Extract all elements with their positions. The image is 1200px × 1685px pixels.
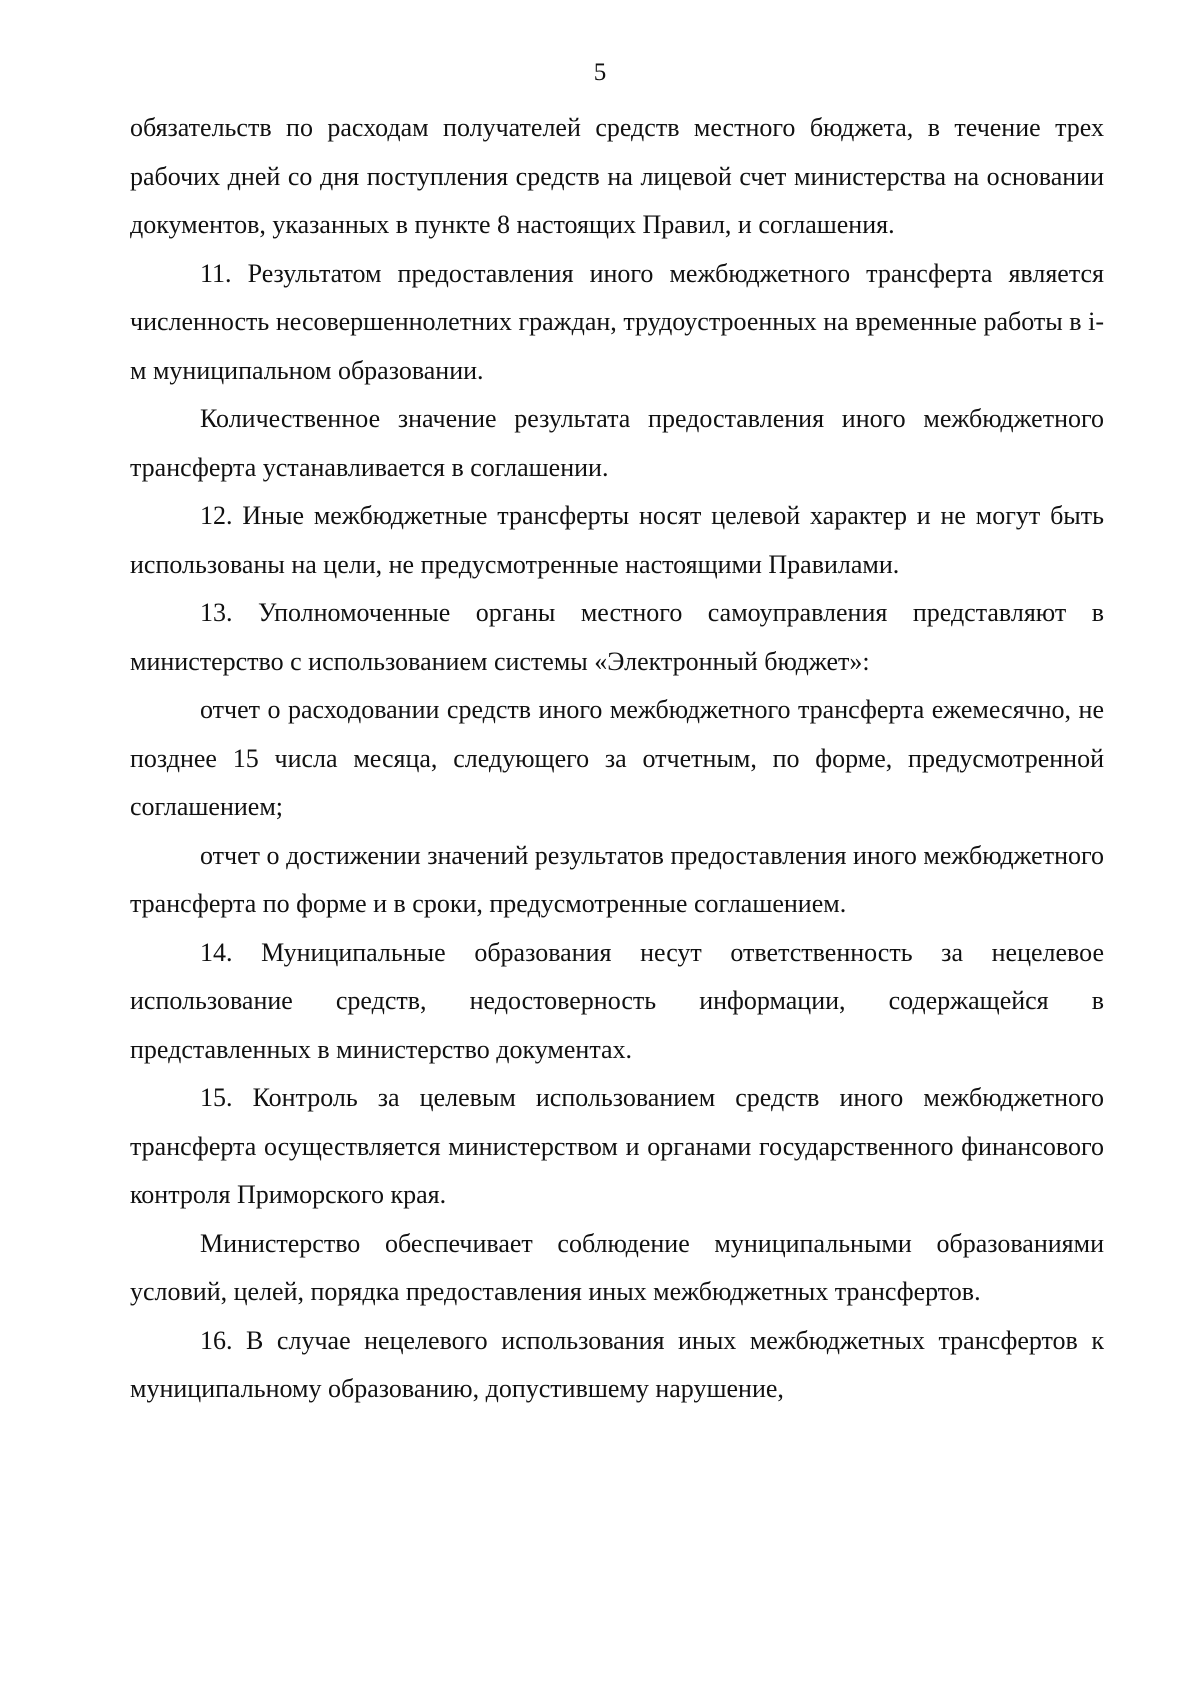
paragraph-item-11: 11. Результатом предоставления иного межбюджетного трансферта является численность несовершеннолетних граждан, трудоустроенных на временные работы в i-м муниципальном образовании. bbox=[130, 258, 1104, 385]
paragraph-item-14: 14. Муниципальные образования несут ответственность за нецелевое использование средств, недостоверность информации, содержащейся в представленных в министерство документах. bbox=[130, 937, 1104, 1064]
paragraph-item-12: 12. Иные межбюджетные трансферты носят целевой характер и не могут быть использованы на цели, не предусмотренные настоящими Правилами. bbox=[130, 501, 1104, 579]
page-number: 5 bbox=[593, 59, 607, 86]
paragraph-result-value: Количественное значение результата предоставления иного межбюджетного трансферта устанавливается в соглашении. bbox=[130, 404, 1104, 482]
paragraph-expense-report: отчет о расходовании средств иного межбюджетного трансферта ежемесячно, не позднее 15 числа месяца, следующего за отчетным, по форме, предусмотренной соглашением; bbox=[130, 695, 1104, 821]
paragraph-ministry-ensures: Министерство обеспечивает соблюдение муниципальными образованиями условий, целей, порядка предоставления иных межбюджетных трансфертов. bbox=[130, 1228, 1104, 1306]
paragraph-results-report: отчет о достижении значений результатов предоставления иного межбюджетного трансферта по форме и в сроки, предусмотренные соглашением. bbox=[130, 840, 1104, 918]
paragraph-item-13: 13. Уполномоченные органы местного самоуправления представляют в министерство с использованием системы «Электронный бюджет»: bbox=[130, 598, 1104, 676]
paragraph-item-15: 15. Контроль за целевым использованием средств иного межбюджетного трансферта осуществляется министерством и органами государственного финансового контроля Приморского края. bbox=[130, 1083, 1104, 1209]
paragraph-item-16: 16. В случае нецелевого использования иных межбюджетных трансфертов к муниципальному образованию, допустившему нарушение, bbox=[130, 1325, 1104, 1403]
document-body bbox=[130, 104, 1104, 1414]
paragraph-continuation: обязательств по расходам получателей средств местного бюджета, в течение трех рабочих дней со дня поступления средств на лицевой счет министерства на основании документов, указанных в пункте 8 настоящих Правил, и соглашения. bbox=[130, 113, 1104, 239]
